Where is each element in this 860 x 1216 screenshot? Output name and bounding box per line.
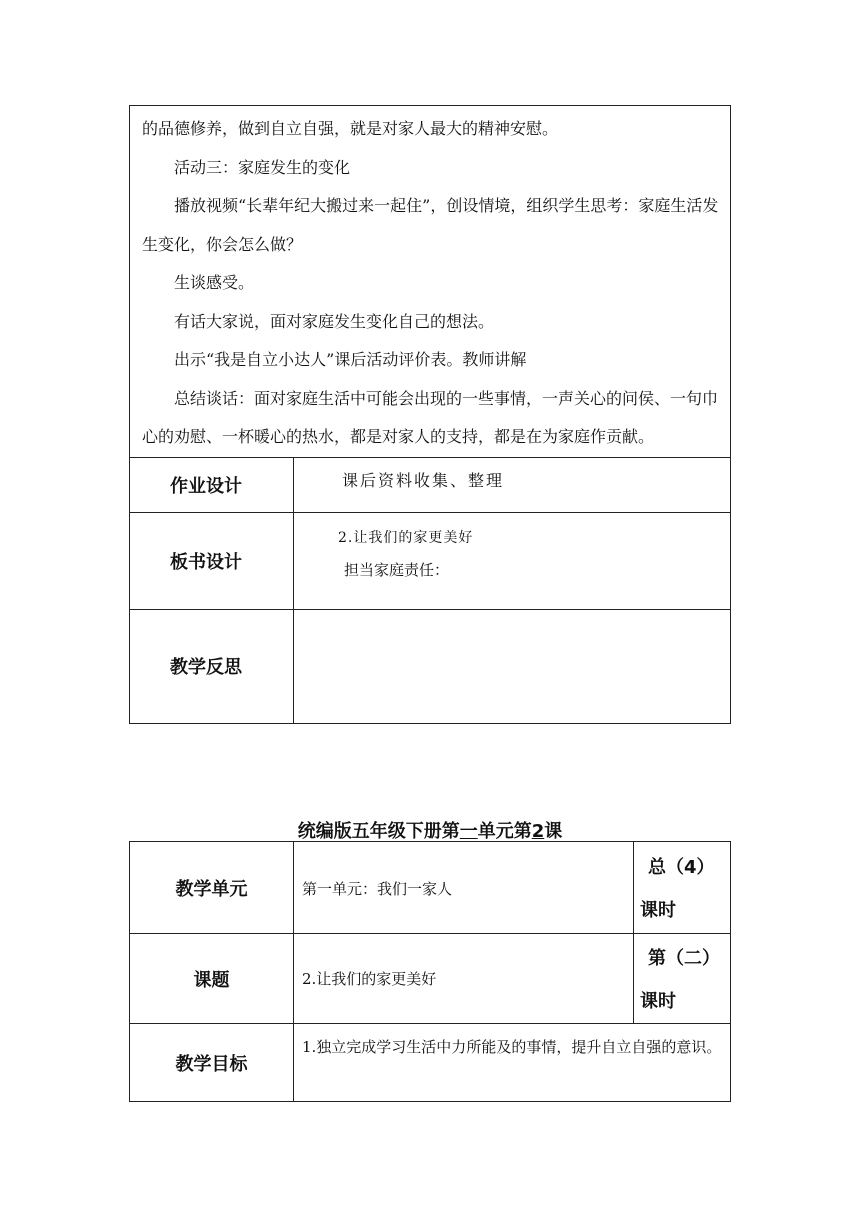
total-hours-cell	[634, 842, 731, 934]
reflection-row	[130, 609, 731, 723]
paragraph: 有话大家说，面对家庭发生变化自己的想法。	[174, 311, 495, 331]
topic-value: 2.让我们的家更美好	[294, 934, 634, 1024]
paragraph: 生谈感受。	[174, 273, 255, 292]
lesson-title-prefix: 统编版五年级下册第	[297, 821, 460, 842]
topic-row	[130, 934, 731, 1024]
paragraph: 播放视频“长辈年纪大搬过来一起住”，创设情境，组织学生思考：家庭生活发生变化，你会怎么做？	[142, 196, 719, 254]
total-hours-line-2: 课时	[640, 900, 676, 921]
topic-label: 课题	[130, 934, 294, 1024]
lesson-title-suffix: 课	[544, 821, 563, 842]
unit-value: 第一单元：我们一家人	[294, 842, 634, 934]
goal-value: 1.独立完成学习生活中力所能及的事情，提升自立自强的意识。	[294, 1024, 731, 1102]
lesson-title-mid: 单元第	[477, 821, 532, 842]
lesson-title-unit: 一	[459, 821, 478, 842]
unit-row	[130, 842, 731, 934]
homework-value: 课后资料收集、整理	[294, 457, 731, 512]
activity-row	[130, 106, 731, 458]
paragraph: 总结谈话：面对家庭生活中可能会出现的一些事情，一声关心的问侯、一句巾心的劝慰、一杯暖心的热水，都是对家人的支持，都是在为家庭作贡献。	[142, 388, 719, 446]
board-line-2: 担当家庭责任：	[344, 560, 450, 579]
period-line-1: 第（二）	[648, 948, 720, 969]
activity-cell	[130, 106, 731, 458]
paragraph: 的品德修养，做到自立自强，就是对家人最大的精神安慰。	[142, 119, 559, 138]
total-hours-line-1: 总（4）	[648, 857, 715, 878]
goal-label: 教学目标	[130, 1024, 294, 1102]
reflection-label: 教学反思	[130, 609, 294, 723]
board-label: 板书设计	[130, 512, 294, 609]
lesson-plan-table-bottom	[129, 841, 731, 1102]
period-line-2: 课时	[640, 991, 676, 1012]
goal-row	[130, 1024, 731, 1102]
paragraph: 出示“我是自立小达人”课后活动评价表。教师讲解	[174, 350, 527, 369]
period-cell	[634, 934, 731, 1024]
lesson-plan-table-top	[129, 105, 731, 724]
homework-label: 作业设计	[130, 457, 294, 512]
unit-label: 教学单元	[130, 842, 294, 934]
reflection-value	[294, 609, 731, 723]
paragraph: 活动三：家庭发生的变化	[174, 157, 351, 177]
homework-row	[130, 457, 731, 512]
lesson-title	[0, 817, 860, 843]
lesson-title-number: 2	[531, 821, 545, 842]
board-row	[130, 512, 731, 609]
board-line-1: 2.让我们的家更美好	[338, 529, 474, 546]
board-value	[294, 512, 731, 609]
